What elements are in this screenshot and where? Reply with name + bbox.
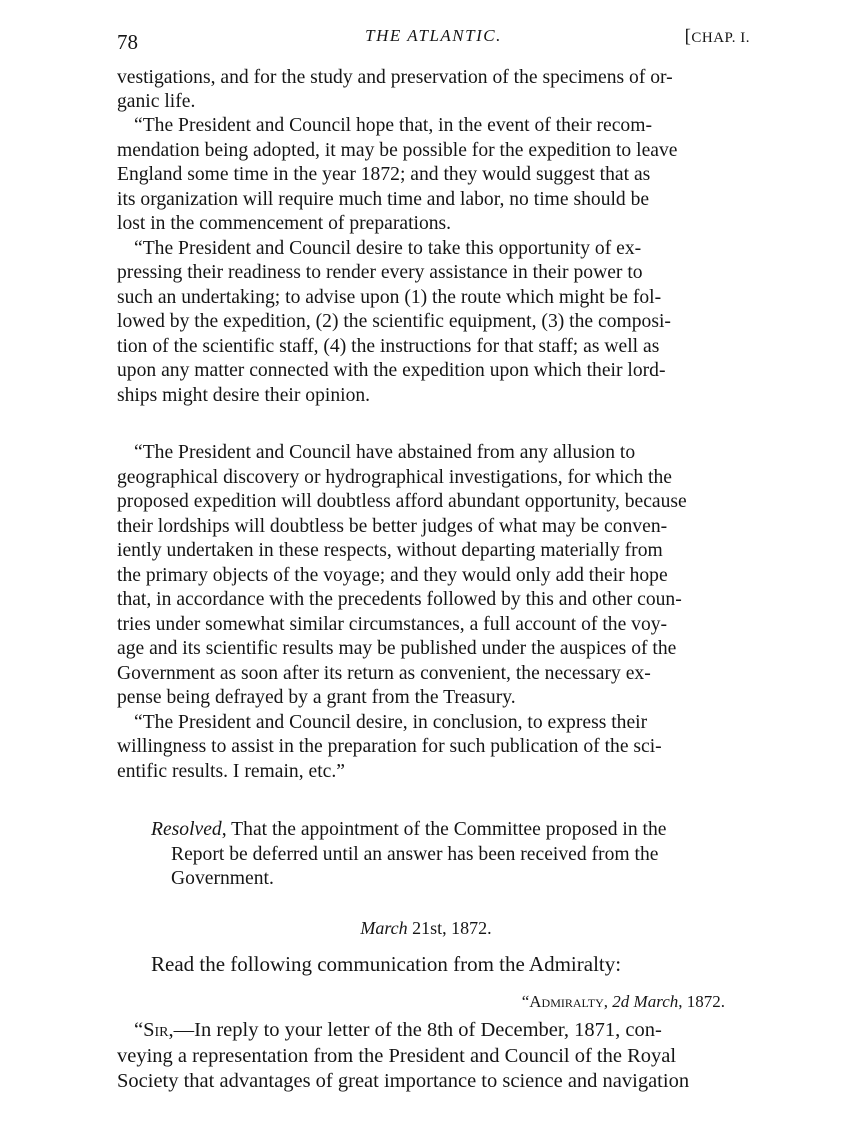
resolution-line — [151, 818, 748, 842]
text-line: ganic life. — [117, 91, 196, 112]
text-line: Government as soon after its return as convenient, the necessary ex- — [117, 663, 651, 684]
date-heading — [0, 916, 852, 940]
text-line: entific results. I remain, etc.” — [117, 761, 345, 782]
open-quote: “ — [134, 1019, 144, 1041]
chapter-number: CHAP. I. — [691, 30, 750, 46]
text-line: geographical discovery or hydrographical investigations, for which the — [117, 467, 672, 488]
text-line: mendation being adopted, it may be possible for the expedition to leave — [117, 140, 678, 161]
text-line: pense being defrayed by a grant from the Treasury. — [117, 687, 516, 708]
running-header — [117, 26, 750, 56]
dateline-month: March — [633, 992, 679, 1011]
date-year: 1872. — [451, 918, 492, 938]
text-line: ships might desire their opinion. — [117, 385, 371, 406]
text-line: “The President and Council desire, in conclusion, to express their — [134, 712, 648, 733]
text-line: age and its scientific results may be published under the auspices of the — [117, 638, 677, 659]
text-line: such an undertaking; to advise upon (1) the route which might be fol- — [117, 287, 662, 308]
resolved-label: Resolved — [151, 819, 222, 840]
chapter-label — [685, 26, 750, 48]
dateline-sep: , — [603, 992, 613, 1011]
running-title: THE ATLANTIC. — [365, 26, 502, 45]
letter-text: ,—In reply to your letter of the 8th of December, 1871, con- — [168, 1019, 662, 1041]
text-line: England some time in the year 1872; and they would suggest that as — [117, 164, 651, 185]
text-line: the primary objects of the voyage; and they would only add their hope — [117, 565, 668, 586]
text-line: iently undertaken in these respects, without departing materially from — [117, 540, 663, 561]
page-number: 78 — [117, 30, 138, 54]
letter-line: veying a representation from the President and Council of the Royal — [117, 1045, 677, 1067]
text-line: proposed expedition will doubtless afford abundant opportunity, because — [117, 491, 687, 512]
dateline-year: , 1872. — [678, 992, 725, 1011]
date-month: March — [360, 918, 408, 938]
text-line: “The President and Council desire to take this opportunity of ex- — [134, 238, 642, 259]
resolution-line: Report be deferred until an answer has been received from the — [171, 844, 659, 865]
resolution-text: , That the appointment of the Committee proposed in the — [221, 819, 667, 840]
text-line: vestigations, and for the study and preservation of the specimens of or- — [117, 67, 673, 88]
salutation: Sir — [143, 1019, 169, 1041]
text-line: tion of the scientific staff, (4) the instructions for that staff; as well as — [117, 336, 660, 357]
chapter-bracket: [ — [684, 26, 692, 47]
read-line: Read the following communication from the Admiralty: — [151, 952, 622, 976]
text-line: lost in the commencement of preparations. — [117, 213, 452, 234]
date-day: 21st, — [412, 918, 447, 938]
text-line: their lordships will doubtless be better judges of what may be conven- — [117, 516, 668, 537]
text-line: tries under somewhat similar circumstances, a full account of the voy- — [117, 614, 668, 635]
letter-line: Society that advantages of great importance to science and navigation — [117, 1070, 690, 1092]
open-quote: “ — [521, 992, 530, 1011]
text-line: its organization will require much time and labor, no time should be — [117, 189, 650, 210]
text-line: “The President and Council hope that, in the event of their recom- — [134, 115, 652, 136]
letter-dateline — [117, 990, 725, 1014]
text-line: pressing their readiness to render every assistance in their power to — [117, 262, 643, 283]
dateline-day: 2d — [612, 992, 630, 1011]
text-line: upon any matter connected with the expedition upon which their lord- — [117, 360, 666, 381]
text-line: “The President and Council have abstained from any allusion to — [134, 442, 636, 463]
text-line: lowed by the expedition, (2) the scientific equipment, (3) the composi- — [117, 311, 671, 332]
resolution-line: Government. — [171, 868, 274, 889]
letter-line — [134, 1018, 748, 1042]
text-line: willingness to assist in the preparation for such publication of the sci- — [117, 736, 662, 757]
dateline-place: Admiralty — [529, 992, 604, 1011]
text-line: that, in accordance with the precedents followed by this and other coun- — [117, 589, 682, 610]
